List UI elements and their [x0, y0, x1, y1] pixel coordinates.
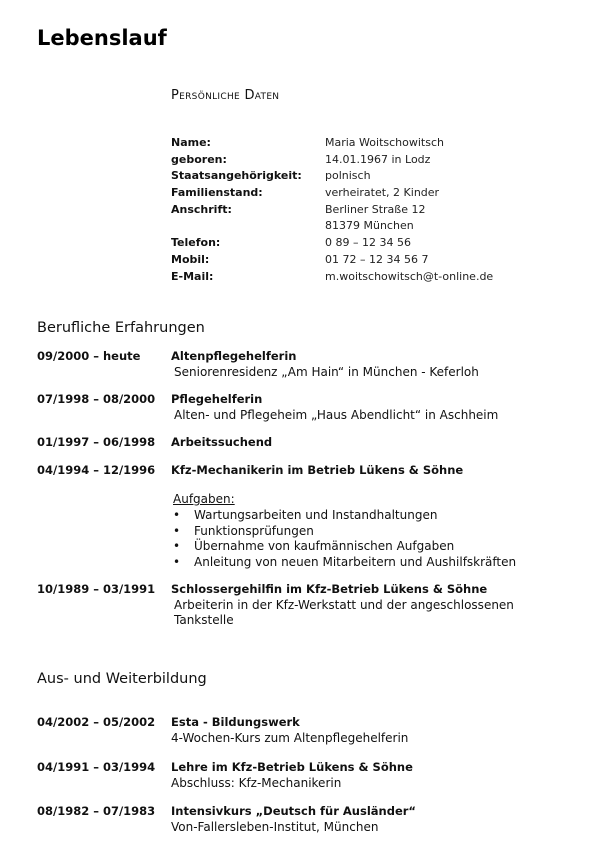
entry-detail: Abschluss: Kfz-Mechanikerin: [171, 775, 342, 790]
education-entry: [37, 804, 577, 835]
personal-label: Familienstand:: [171, 186, 263, 200]
entry-date: 04/1994 – 12/1996: [37, 463, 156, 477]
entry-date: 08/1982 – 07/1983: [37, 804, 156, 818]
personal-label: Staatsangehörigkeit:: [171, 169, 302, 183]
entry-date: 04/2002 – 05/2002: [37, 715, 156, 729]
personal-value: 14.01.1967 in Lodz: [325, 152, 431, 166]
entry-detail: Arbeiterin in der Kfz-Werkstatt und der angeschlossenen: [174, 597, 514, 612]
personal-value: polnisch: [325, 169, 371, 183]
personal-data-table: [171, 135, 571, 285]
bullet-icon: •: [173, 539, 181, 554]
entry-title: Arbeitssuchend: [171, 435, 273, 449]
personal-label: E-Mail:: [171, 269, 214, 283]
personal-row: [171, 168, 571, 185]
task-text: Übernahme von kaufmännischen Aufgaben: [194, 539, 455, 554]
list-item: [173, 508, 516, 524]
bullet-icon: •: [173, 523, 181, 538]
entry-detail: Seniorenresidenz „Am Hain“ in München - Keferloh: [174, 364, 479, 379]
personal-row: [171, 185, 571, 202]
personal-label: geboren:: [171, 152, 227, 166]
education-heading: Aus- und Weiterbildung: [37, 671, 207, 687]
entry-date: 10/1989 – 03/1991: [37, 582, 156, 596]
entry-title: Schlossergehilfin im Kfz-Betrieb Lükens & Söhne: [171, 582, 488, 596]
personal-row: [171, 152, 571, 169]
experience-entry: [37, 392, 577, 423]
personal-label: [171, 218, 325, 235]
entry-title: Intensivkurs „Deutsch für Ausländer“: [171, 804, 416, 818]
personal-row: [171, 218, 571, 235]
entry-detail: Tankstelle: [174, 613, 234, 627]
list-item: [173, 539, 516, 555]
tasks-list: [173, 508, 516, 571]
personal-value: Berliner Straße 12: [325, 202, 426, 216]
personal-data-heading: Persönliche Daten: [171, 88, 280, 103]
personal-label: Name:: [171, 136, 211, 149]
entry-date: 01/1997 – 06/1998: [37, 435, 156, 449]
experience-entry: [37, 435, 577, 451]
personal-row: [171, 252, 571, 269]
entry-detail: Alten- und Pflegeheim „Haus Abendlicht“ in Aschheim: [174, 407, 499, 422]
experience-entry: [37, 463, 577, 479]
bullet-icon: •: [173, 555, 181, 570]
document-title: Lebenslauf: [37, 26, 167, 50]
tasks-block: [173, 492, 516, 571]
list-item: [173, 555, 516, 571]
personal-value: 0 89 – 12 34 56: [325, 236, 411, 250]
entry-title: Altenpflegehelferin: [171, 349, 297, 363]
personal-row: [171, 269, 571, 286]
bullet-icon: •: [173, 507, 181, 522]
education-entry: [37, 715, 577, 746]
entry-detail: Von-Fallersleben-Institut, München: [171, 819, 379, 834]
entry-title: Lehre im Kfz-Betrieb Lükens & Söhne: [171, 760, 413, 774]
entry-date: 09/2000 – heute: [37, 349, 141, 363]
experience-heading: Berufliche Erfahrungen: [37, 320, 205, 336]
task-text: Funktionsprüfungen: [194, 523, 314, 538]
entry-title: Esta - Bildungswerk: [171, 715, 300, 729]
personal-row: [171, 135, 571, 152]
personal-row: [171, 202, 571, 219]
personal-value: verheiratet, 2 Kinder: [325, 186, 440, 200]
entry-date: 07/1998 – 08/2000: [37, 392, 156, 406]
task-text: Wartungsarbeiten und Instandhaltungen: [194, 507, 438, 522]
task-text: Anleitung von neuen Mitarbeitern und Aushilfskräften: [194, 555, 517, 570]
tasks-label: Aufgaben:: [173, 492, 235, 506]
entry-date: 04/1991 – 03/1994: [37, 760, 156, 774]
experience-entry: [37, 582, 577, 629]
experience-entry: [37, 349, 577, 380]
personal-label: Anschrift:: [171, 202, 232, 216]
entry-detail: 4-Wochen-Kurs zum Altenpflegehelferin: [171, 730, 409, 745]
entry-title: Pflegehelferin: [171, 392, 263, 406]
personal-row: [171, 235, 571, 252]
personal-value: Maria Woitschowitsch: [325, 136, 444, 149]
personal-value: 81379 München: [325, 219, 414, 233]
personal-label: Telefon:: [171, 236, 221, 250]
entry-title: Kfz-Mechanikerin im Betrieb Lükens & Söhne: [171, 463, 464, 477]
email-value[interactable]: m.woitschowitsch@t-online.de: [325, 269, 494, 283]
list-item: [173, 524, 516, 540]
personal-label: Mobil:: [171, 252, 210, 266]
education-entry: [37, 760, 577, 791]
personal-value: 01 72 – 12 34 56 7: [325, 252, 429, 266]
